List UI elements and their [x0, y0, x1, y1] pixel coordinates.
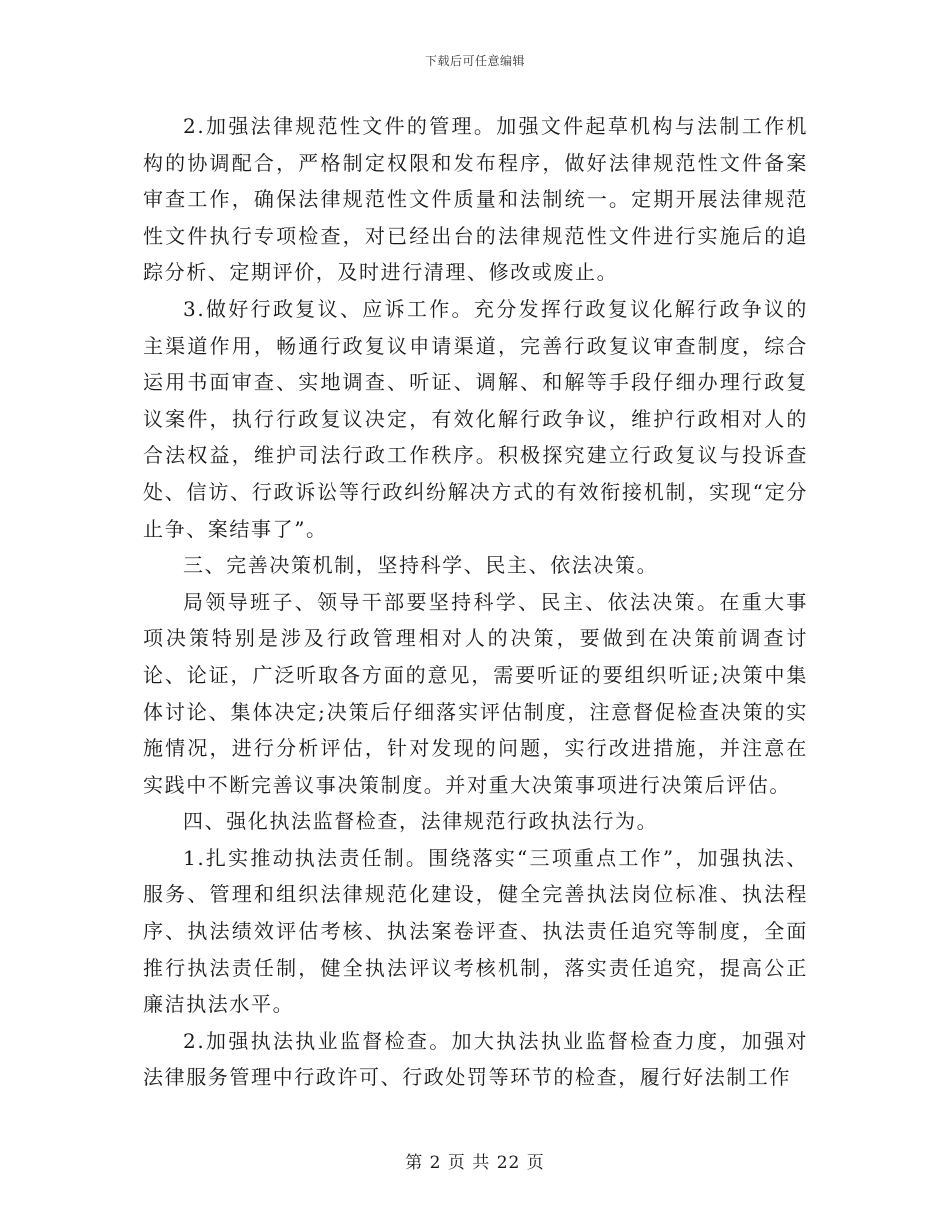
- paragraph-enforcement-supervision: 2.加强执法执业监督检查。加大执法执业监督检查力度，加强对法律服务管理中行政许可、行政处罚等环节的检查，履行好法制工作: [143, 1028, 808, 1090]
- paragraph-decision-making: 局领导班子、领导干部要坚持科学、民主、依法决策。在重大事项决策特别是涉及行政管理相对人的决策，要做到在决策前调查讨论、论证，广泛听取各方面的意见，需要听证的要组织听证;决策中集体讨论、集体决定;决策后仔细落实评估制度，注意督促检查决策的实施情况，进行分析评估，针对发现的问题，实行改进措施，并注意在实践中不断完善议事决策制度。并对重大决策事项进行决策后评估。: [143, 589, 808, 797]
- page-header: 下载后可任意编辑: [424, 54, 525, 68]
- total-page-count: 22: [496, 1153, 521, 1173]
- footer-middle: 页 共: [447, 1153, 491, 1173]
- section-heading-law-enforcement: 四、强化执法监督检查，法律规范行政执法行为。: [183, 809, 659, 834]
- footer-suffix: 页: [526, 1153, 545, 1173]
- paragraph-enforcement-responsibility: 1.扎实推动执法责任制。围绕落实“三项重点工作”，加强执法、服务、管理和组织法律规范化建设，健全完善执法岗位标准、执法程序、执法绩效评估考核、执法案卷评查、执法责任追究等制度，全面推行执法责任制，健全执法评议考核机制，落实责任追究，提高公正廉洁执法水平。: [143, 845, 808, 1017]
- paragraph-administrative-review: 3.做好行政复议、应诉工作。充分发挥行政复议化解行政争议的主渠道作用，畅通行政复议申请渠道，完善行政复议审查制度，综合运用书面审查、实地调查、听证、调解、和解等手段仔细办理行政复议案件，执行行政复议决定，有效化解行政争议，维护行政相对人的合法权益，维护司法行政工作秩序。积极探究建立行政复议与投诉查处、信访、行政诉讼等行政纠纷解决方式的有效衔接机制，实现“定分止争、案结事了”。: [143, 296, 808, 541]
- footer-prefix: 第: [405, 1153, 424, 1173]
- paragraph-regulatory-documents: 2.加强法律规范性文件的管理。加强文件起草机构与法制工作机构的协调配合，严格制定权限和发布程序，做好法律规范性文件备案审查工作，确保法律规范性文件质量和法制统一。定期开展法律规范性文件执行专项检查，对已经出台的法律规范性文件进行实施后的追踪分析、定期评价，及时进行清理、修改或废止。: [143, 114, 808, 285]
- section-heading-decision-mechanism: 三、完善决策机制，坚持科学、民主、依法决策。: [183, 553, 659, 578]
- page-footer: [0, 1148, 950, 1173]
- document-body: [143, 108, 808, 1096]
- current-page-number: 2: [429, 1153, 442, 1173]
